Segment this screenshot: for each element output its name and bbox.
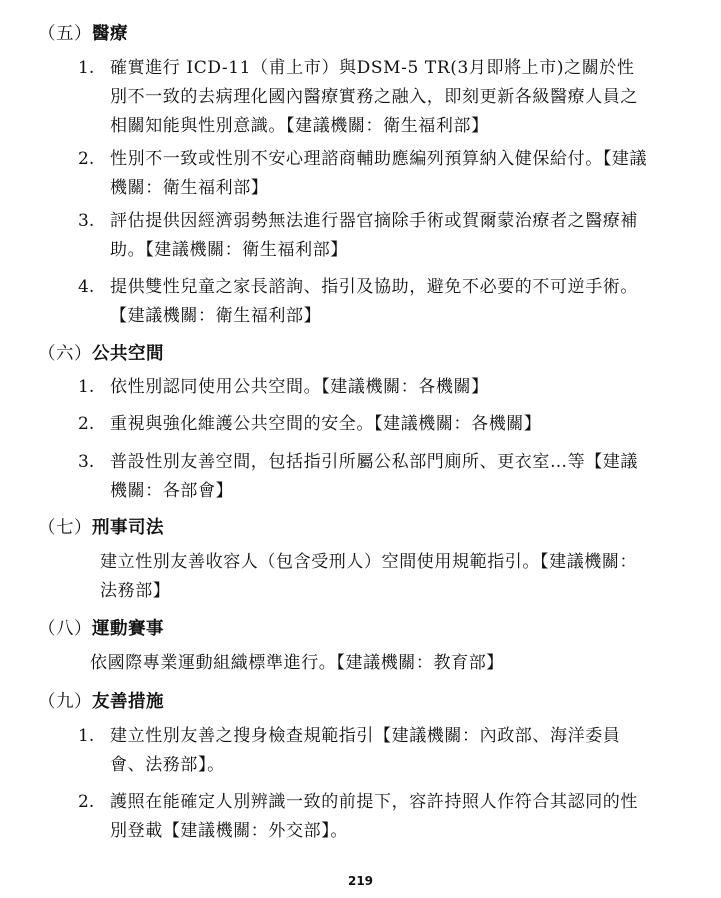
item-tail: 。 xyxy=(330,821,348,841)
item-number: 2. xyxy=(78,149,95,169)
item-text: 確實進行 ICD-11（甫上市）與DSM-5 TR(3月即將上市)之關於性別不一致的去病理化國內醫療實務之融入，即刻更新各級醫療人員之相關知能與性別意識。 xyxy=(110,58,638,136)
agency-label: 【建議機關：教育部】 xyxy=(336,653,504,673)
item-text: 護照在能確定人別辨識一致的前提下，容許持照人作符合其認同的性別登載 xyxy=(110,792,638,841)
item-body xyxy=(110,788,650,846)
item-number: 2. xyxy=(78,414,95,434)
section-heading-public-space xyxy=(38,340,164,365)
item-number: 3. xyxy=(78,452,95,472)
item-text: 提供雙性兒童之家長諮詢、指引及協助，避免不必要的不可逆手術。 xyxy=(110,277,638,297)
item-number: 3. xyxy=(78,211,95,231)
section-heading-sports xyxy=(38,615,164,640)
item-tail: 。 xyxy=(207,755,225,775)
agency-label: 【建議機關：各部會】 xyxy=(110,452,639,501)
item-number: 1. xyxy=(78,58,95,78)
item-body xyxy=(110,273,650,331)
section-mark: （七） xyxy=(38,518,92,538)
agency-label: 【建議機關：各機關】 xyxy=(374,414,542,434)
section-mark: （九） xyxy=(38,692,92,712)
item-body xyxy=(110,145,650,203)
section-mark: （六） xyxy=(38,344,92,364)
agency-label: 【建議機關：外交部】 xyxy=(162,821,331,841)
item-body xyxy=(110,722,650,780)
item-text: 依性別認同使用公共空間。 xyxy=(110,377,322,397)
section-mark: （五） xyxy=(38,24,92,44)
agency-label: 【建議機關：衛生福利部】 xyxy=(110,306,322,326)
agency-label: 【建議機關：各機關】 xyxy=(321,377,489,397)
section-title: 友善措施 xyxy=(92,692,164,712)
item-text: 評估提供因經濟弱勢無法進行器官摘除手術或賀爾蒙治療者之醫療補助。 xyxy=(110,211,638,260)
paragraph-text: 依國際專業運動組織標準進行。 xyxy=(90,653,337,673)
item-number: 1. xyxy=(78,726,95,746)
item-number: 2. xyxy=(78,792,95,812)
item-body xyxy=(110,207,650,265)
item-body xyxy=(110,410,650,439)
section-title: 運動賽事 xyxy=(92,619,164,639)
agency-label: 【建議機關：衛生福利部】 xyxy=(286,116,489,136)
item-body xyxy=(110,54,650,141)
agency-label: 【建議機關：衛生福利部】 xyxy=(110,149,648,198)
item-number: 4. xyxy=(78,277,95,297)
section-paragraph xyxy=(90,649,650,678)
agency-label: 【建議機關：內政部、海洋委員會、法務部】 xyxy=(110,726,621,775)
section-title: 醫療 xyxy=(92,24,128,44)
agency-label: 【建議機關：衛生福利部】 xyxy=(145,240,348,260)
section-heading-medical xyxy=(38,20,128,45)
item-text: 普設性別友善空間，包括指引所屬公私部門廁所、更衣室…等 xyxy=(110,452,586,472)
item-number: 1. xyxy=(78,377,95,397)
item-text: 重視與強化維護公共空間的安全。 xyxy=(110,414,374,434)
section-paragraph xyxy=(100,548,650,606)
section-title: 刑事司法 xyxy=(92,518,164,538)
item-text: 性別不一致或性別不安心理諮商輔助應編列預算納入健保給付。 xyxy=(110,149,603,169)
item-body xyxy=(110,448,650,506)
page-number: 219 xyxy=(347,874,374,888)
item-body xyxy=(110,373,650,402)
agency-label: 【建議機關：法務部】 xyxy=(100,552,638,601)
section-heading-criminal-justice xyxy=(38,514,164,539)
paragraph-text: 建立性別友善收容人（包含受刑人）空間使用規範指引。 xyxy=(100,552,540,572)
section-heading-friendly-measures xyxy=(38,688,164,713)
section-mark: （八） xyxy=(38,619,92,639)
section-title: 公共空間 xyxy=(92,344,164,364)
item-text: 建立性別友善之搜身檢查規範指引 xyxy=(110,726,374,746)
